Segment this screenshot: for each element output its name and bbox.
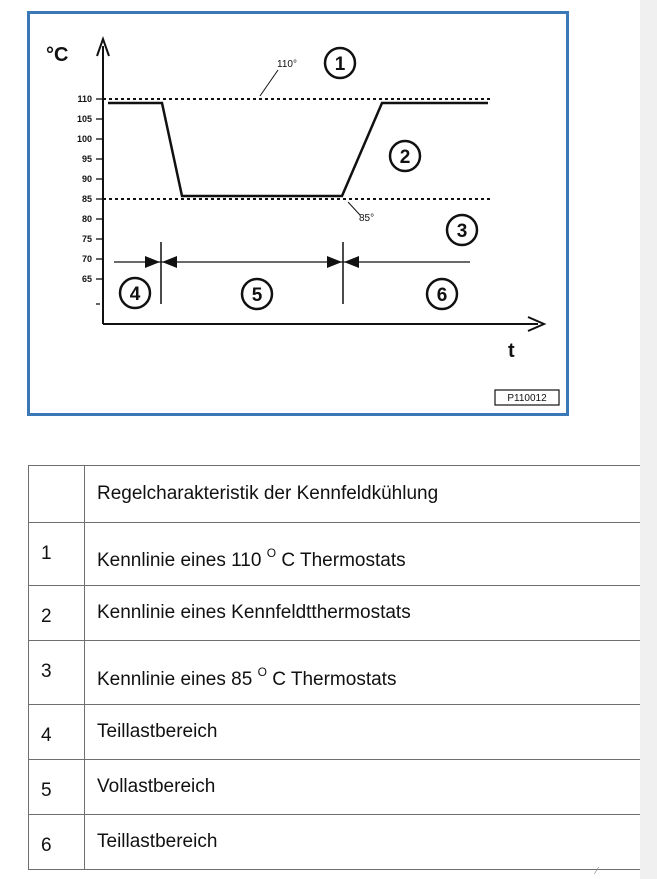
x-axis-label: t — [508, 340, 515, 362]
figure-code: P110012 — [507, 393, 547, 404]
y-ticks — [77, 94, 103, 304]
row-num: 5 — [29, 760, 85, 815]
marker-4 — [120, 278, 150, 308]
diagram-svg — [30, 14, 566, 413]
table-row — [29, 641, 641, 705]
marker-3 — [447, 215, 477, 245]
y-tick-label: 110 — [77, 94, 92, 104]
y-tick-label: 105 — [76, 114, 92, 124]
table-row — [29, 705, 641, 760]
y-axis-label: °C — [46, 44, 69, 66]
marker-1 — [325, 48, 355, 78]
svg-text:6: 6 — [436, 285, 448, 306]
marker-5 — [242, 279, 272, 309]
row-text: Teillastbereich — [85, 705, 641, 760]
row-num: 3 — [29, 641, 85, 705]
y-tick-label: 85 — [81, 194, 92, 204]
y-tick-label: 90 — [81, 174, 92, 184]
y-tick-label: 95 — [81, 154, 92, 164]
svg-text:2: 2 — [399, 147, 411, 168]
svg-text:5: 5 — [251, 285, 263, 306]
side-strip — [640, 0, 657, 879]
table-row — [29, 815, 641, 870]
annot-85: 85° — [359, 213, 375, 224]
diagram-frame — [27, 11, 569, 416]
annot-110: 110° — [277, 59, 297, 70]
corner-mark: ⁄ — [596, 866, 598, 877]
svg-text:1: 1 — [334, 54, 346, 75]
marker-2 — [390, 141, 420, 171]
dim-arrow-1 — [145, 256, 160, 268]
table-row — [29, 523, 641, 586]
row-num: 1 — [29, 523, 85, 586]
table-header-row — [29, 466, 641, 523]
table-row — [29, 586, 641, 641]
row-num: 6 — [29, 815, 85, 870]
legend-table — [28, 465, 640, 870]
y-tick-label: 65 — [81, 274, 92, 284]
row-text: Teillastbereich — [85, 815, 641, 870]
dim-arrow-3 — [327, 256, 342, 268]
annot-110-leader — [260, 70, 278, 96]
marker-6 — [427, 279, 457, 309]
y-tick-label: 70 — [81, 254, 92, 264]
header-num-cell — [29, 466, 85, 523]
y-tick-label: 75 — [81, 234, 92, 244]
svg-text:3: 3 — [456, 221, 468, 242]
characteristic-curve — [108, 103, 488, 196]
row-text: Vollastbereich — [85, 760, 641, 815]
row-text: Kennlinie eines 85 $^O$ C Thermostats — [85, 641, 641, 705]
row-text: Kennlinie eines 110 $^O$ C Thermostats — [85, 523, 641, 586]
row-num: 4 — [29, 705, 85, 760]
y-tick-label: 80 — [81, 214, 92, 224]
table-header: Regelcharakteristik der Kennfeldkühlung — [85, 466, 641, 523]
svg-text:4: 4 — [129, 284, 141, 305]
dim-arrow-2 — [162, 256, 177, 268]
y-tick-label: 100 — [76, 134, 92, 144]
row-num: 2 — [29, 586, 85, 641]
row-text: Kennlinie eines Kennfeldtthermostats — [85, 586, 641, 641]
table-row — [29, 760, 641, 815]
dim-arrow-4 — [344, 256, 359, 268]
